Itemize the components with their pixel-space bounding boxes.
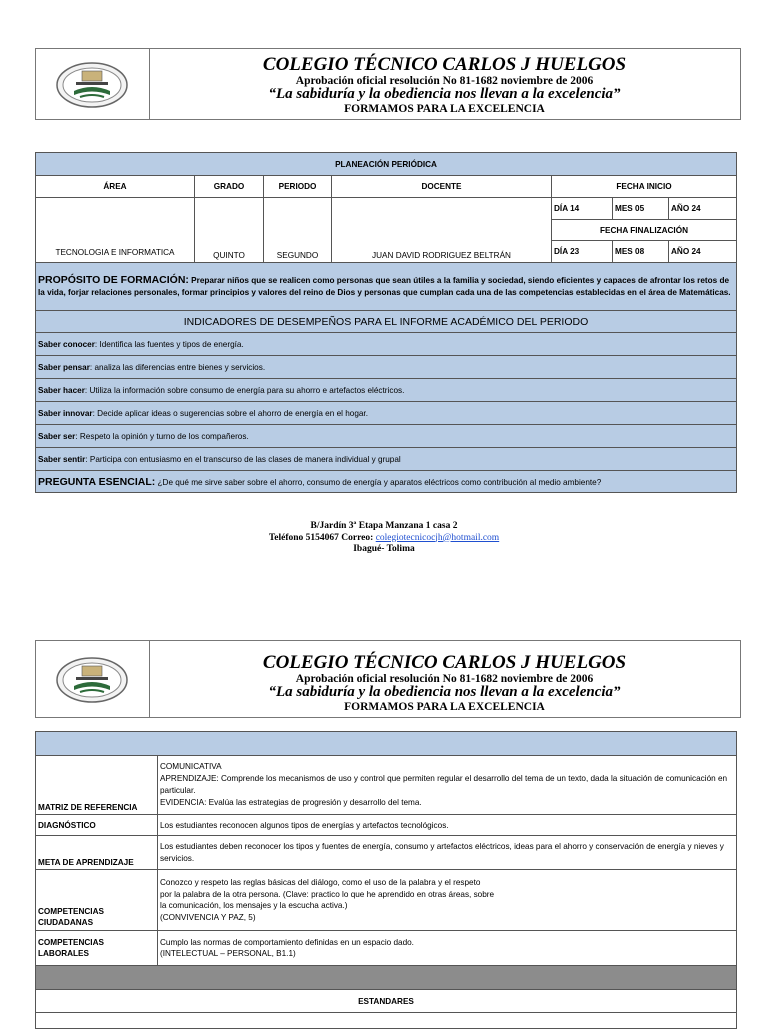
planning-table xyxy=(35,152,737,493)
phone-text: Teléfono 5154067 Correo: xyxy=(268,532,376,543)
approval-text: Aprobación oficial resolución No 81-1682 noviembre de 2006 xyxy=(295,74,594,87)
content-line: COMUNICATIVA xyxy=(160,762,222,771)
purpose-text: Preparar niños que se realicen como personas que sean útiles a la familia y sociedad, siendo eficientes y capaces de afrontar los retos de la vida, forjar relaciones personales, formar principios y valores del reino de Dios y personas que cumplan cada una de las competencias establecidas en el área de Matemáticas. xyxy=(38,276,731,297)
indicator-text: : Participa con entusiasmo en el transcurso de las clases de manera individual y grupal xyxy=(85,454,401,464)
indicator-row xyxy=(36,402,737,425)
reference-title-bar xyxy=(36,732,737,756)
diagnostic-content: Los estudiantes reconocen algunos tipos de energías y artefactos tecnológicos. xyxy=(158,815,737,836)
end-month: MES 08 xyxy=(613,241,669,263)
diagnostic-label: DIAGNÓSTICO xyxy=(36,815,158,836)
planning-title: PLANEACIÓN PERIÓDICA xyxy=(36,153,737,176)
header-start-date: FECHA INICIO xyxy=(552,176,737,198)
indicator-row xyxy=(36,425,737,448)
essential-question-row xyxy=(36,471,737,493)
school-motto: “La sabiduría y la obediencia nos llevan a la excelencia” xyxy=(268,86,621,102)
grey-band xyxy=(36,966,737,990)
area-value: TECNOLOGIA E INFORMATICA xyxy=(36,198,195,263)
school-name: COLEGIO TÉCNICO CARLOS J HUELGOS xyxy=(262,652,627,673)
school-logo xyxy=(36,641,150,717)
content-line: Conozco y respeto las reglas básicas del diálogo, como el uso de la palabra y el respeto xyxy=(160,878,481,887)
indicator-label: Saber hacer xyxy=(38,385,85,395)
teacher-value: JUAN DAVID RODRIGUEZ BELTRÁN xyxy=(332,198,552,263)
header-period: PERIODO xyxy=(264,176,332,198)
school-logo xyxy=(36,49,150,119)
indicator-label: Saber sentir xyxy=(38,454,86,464)
school-slogan: FORMAMOS PARA LA EXCELENCIA xyxy=(344,700,545,713)
question-label: PREGUNTA ESENCIAL: xyxy=(38,475,156,488)
indicator-text: : Identifica las fuentes y tipos de energía. xyxy=(94,339,244,349)
school-header xyxy=(35,48,741,120)
school-header-2 xyxy=(35,640,741,718)
citizen-competencies-content xyxy=(158,870,737,931)
end-year: AÑO 24 xyxy=(669,241,737,263)
school-name: COLEGIO TÉCNICO CARLOS J HUELGOS xyxy=(262,54,627,75)
content-line: Cumplo las normas de comportamiento definidas en un espacio dado. xyxy=(160,937,414,947)
learning-goal-content: Los estudiantes deben reconocer los tipos y fuentes de energía, consumo y artefactos eléctricos, ideas para el ahorro y conservación de energía y nieves y servicios. xyxy=(158,836,737,870)
indicator-row xyxy=(36,356,737,379)
standards-content xyxy=(36,1013,737,1029)
indicator-text: : analiza las diferencias entre bienes y servicios. xyxy=(89,362,266,372)
indicator-row xyxy=(36,333,737,356)
purpose-row xyxy=(36,263,737,311)
address-line: B/Jardín 3ª Etapa Manzana 1 casa 2 xyxy=(310,521,458,531)
standards-title: ESTANDARES xyxy=(36,990,737,1013)
header-area: ÁREA xyxy=(36,176,195,198)
approval-text: Aprobación oficial resolución No 81-1682 noviembre de 2006 xyxy=(295,672,594,685)
indicator-label: Saber conocer xyxy=(38,339,95,349)
purpose-label: PROPÓSITO DE FORMACIÓN: xyxy=(38,274,189,286)
indicator-label: Saber ser xyxy=(38,431,76,441)
indicator-row xyxy=(36,448,737,471)
reference-content xyxy=(158,756,737,815)
end-day: DÍA 23 xyxy=(552,241,613,263)
header-grade: GRADO xyxy=(195,176,264,198)
start-month: MES 05 xyxy=(613,198,669,220)
city-line: Ibagué- Tolima xyxy=(353,544,415,554)
content-line: APRENDIZAJE: Comprende los mecanismos de uso y control que permiten regular el desarrollo del tema de un texto, dada la situación de comunicación en particular. xyxy=(160,774,728,795)
content-line: (INTELECTUAL – PERSONAL, B1.1) xyxy=(160,949,296,958)
start-day: DÍA 14 xyxy=(552,198,613,220)
reference-table xyxy=(35,731,737,1029)
email-link[interactable]: colegiotecnicocjh@hotmail.com xyxy=(375,532,500,543)
learning-goal-label: META DE APRENDIZAJE xyxy=(36,836,158,870)
school-slogan: FORMAMOS PARA LA EXCELENCIA xyxy=(344,102,545,115)
content-line: la comunicación, los mensajes y la escucha activa.) xyxy=(160,901,348,910)
question-text: ¿De qué me sirve saber sobre el ahorro, consumo de energía y aparatos eléctricos como contribución al medio ambiente? xyxy=(155,477,602,487)
header-teacher: DOCENTE xyxy=(332,176,552,198)
indicator-text: : Respeto la opinión y turno de los compañeros. xyxy=(75,431,249,441)
reference-label: MATRIZ DE REFERENCIA xyxy=(36,756,158,815)
content-line: EVIDENCIA: Evalúa las estrategias de progresión y desarrollo del tema. xyxy=(160,798,422,807)
school-crest-icon xyxy=(52,652,132,708)
header-end-date: FECHA FINALIZACIÓN xyxy=(552,220,737,241)
school-motto: “La sabiduría y la obediencia nos llevan a la excelencia” xyxy=(268,684,621,700)
indicators-title: INDICADORES DE DESEMPEÑOS PARA EL INFORME ACADÉMICO DEL PERIODO xyxy=(36,311,737,333)
indicator-row xyxy=(36,379,737,402)
labor-competencies-content xyxy=(158,931,737,966)
contact-line xyxy=(0,533,768,545)
indicator-text: : Utiliza la información sobre consumo de energía para su ahorro e artefactos eléctricos. xyxy=(84,385,405,395)
school-crest-icon xyxy=(52,57,132,113)
labor-competencies-label: COMPETENCIAS LABORALES xyxy=(36,931,158,966)
indicator-text: : Decide aplicar ideas o sugerencias sobre el ahorro de energía en el hogar. xyxy=(92,408,368,418)
citizen-competencies-label: COMPETENCIAS CIUDADANAS xyxy=(36,870,158,931)
content-line: (CONVIVENCIA Y PAZ, 5) xyxy=(160,912,256,922)
content-line: por la palabra de la otra persona. (Clave: practico lo que he aprendido en otras áreas, sobre xyxy=(160,889,495,899)
indicator-label: Saber pensar xyxy=(38,362,90,372)
grade-value: QUINTO xyxy=(195,198,264,263)
period-value: SEGUNDO xyxy=(264,198,332,263)
school-address xyxy=(0,521,768,556)
start-year: AÑO 24 xyxy=(669,198,737,220)
indicator-label: Saber innovar xyxy=(38,408,93,418)
